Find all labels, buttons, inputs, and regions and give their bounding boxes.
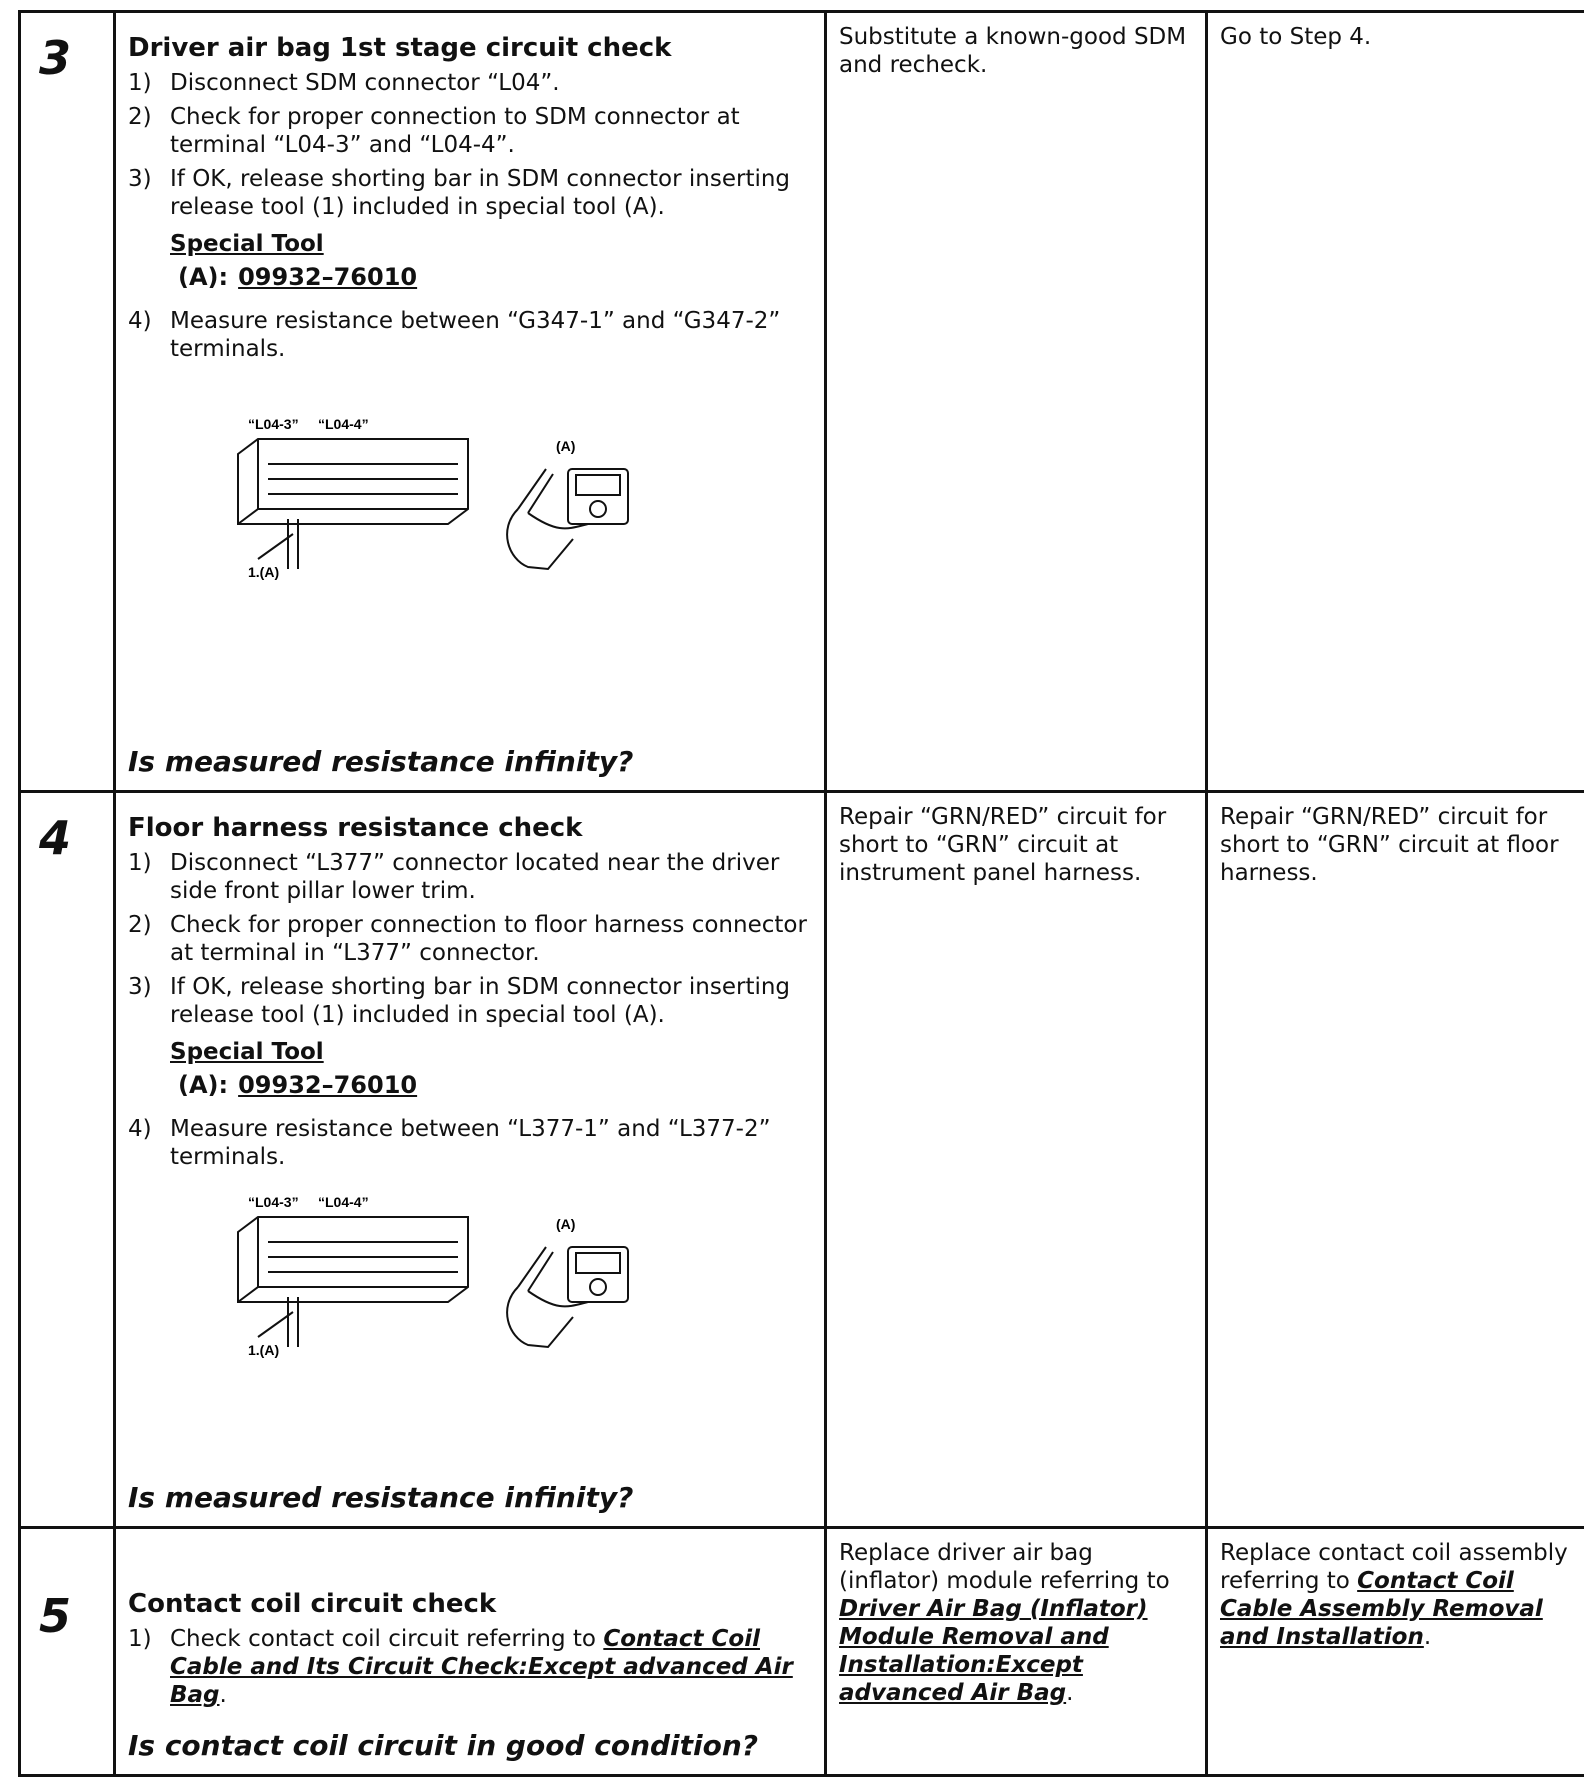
list-item bbox=[128, 973, 812, 1029]
item-suffix: . bbox=[220, 1682, 227, 1708]
list-item bbox=[128, 307, 812, 363]
step-title: Contact coil circuit check bbox=[128, 1589, 812, 1619]
item-text: Check for proper connection to floor harness connector at terminal in “L377” connector. bbox=[170, 912, 807, 966]
item-number: 3) bbox=[128, 973, 152, 1001]
step-row bbox=[20, 12, 1584, 792]
figure-label-a: (A) bbox=[556, 438, 575, 454]
list-item bbox=[128, 1625, 812, 1709]
yes-suffix: . bbox=[1066, 1680, 1073, 1706]
figure-label-tool: 1.(A) bbox=[248, 1342, 279, 1358]
yes-cell bbox=[826, 792, 1207, 1528]
step-number: 5 bbox=[21, 1529, 113, 1643]
item-text: Disconnect “L377” connector located near the driver side front pillar lower trim. bbox=[170, 850, 779, 904]
step-row bbox=[20, 792, 1584, 1528]
no-suffix: . bbox=[1424, 1624, 1431, 1650]
item-text: If OK, release shorting bar in SDM connector inserting release tool (1) included in special tool (A). bbox=[170, 166, 790, 220]
step-number: 4 bbox=[21, 793, 113, 865]
no-cell bbox=[1207, 12, 1584, 792]
driver-air-bag-removal-link[interactable]: Driver Air Bag (Inflator) Module Removal and Installation:Except advanced Air Bag bbox=[839, 1596, 1148, 1706]
step-number: 3 bbox=[21, 13, 113, 85]
special-tool-prefix: (A): bbox=[178, 1071, 228, 1099]
item-number: 3) bbox=[128, 165, 152, 193]
yes-cell bbox=[826, 1528, 1207, 1776]
no-prefix: Replace contact coil assembly referring to bbox=[1220, 1540, 1568, 1594]
step-row bbox=[20, 1528, 1584, 1776]
list-item bbox=[128, 849, 812, 905]
item-text: Check for proper connection to SDM connector at terminal “L04-3” and “L04-4”. bbox=[170, 104, 740, 158]
question-text: Is measured resistance infinity? bbox=[128, 1481, 633, 1514]
item-number: 2) bbox=[128, 103, 152, 131]
figure-label-l04-4: “L04-4” bbox=[318, 416, 369, 432]
figure-label-a: (A) bbox=[556, 1216, 575, 1232]
step-title: Floor harness resistance check bbox=[128, 813, 812, 843]
action-cell bbox=[115, 1528, 826, 1776]
item-number: 4) bbox=[128, 1115, 152, 1143]
multimeter-drawing bbox=[507, 1247, 628, 1347]
yes-text: Repair “GRN/RED” circuit for short to “GRN” circuit at instrument panel harness. bbox=[827, 793, 1205, 897]
step-title: Driver air bag 1st stage circuit check bbox=[128, 33, 812, 63]
figure-label-l04-4: “L04-4” bbox=[318, 1194, 369, 1210]
procedure-list-cont bbox=[128, 1115, 812, 1171]
procedure-list-cont bbox=[128, 307, 812, 363]
connector-meter-figure bbox=[228, 409, 698, 609]
procedure-list bbox=[128, 1625, 812, 1709]
action-cell bbox=[115, 12, 826, 792]
special-tool-label: Special Tool bbox=[170, 231, 812, 257]
item-number: 1) bbox=[128, 849, 152, 877]
item-text: If OK, release shorting bar in SDM connector inserting release tool (1) included in special tool (A). bbox=[170, 974, 790, 1028]
special-tool-prefix: (A): bbox=[178, 263, 228, 291]
item-number: 4) bbox=[128, 307, 152, 335]
figure-label-l04-3: “L04-3” bbox=[248, 1194, 299, 1210]
multimeter-drawing bbox=[507, 469, 628, 569]
list-item bbox=[128, 911, 812, 967]
no-text: Repair “GRN/RED” circuit for short to “GRN” circuit at floor harness. bbox=[1208, 793, 1584, 897]
procedure-list bbox=[128, 849, 812, 1029]
step-number-cell bbox=[20, 792, 115, 1528]
list-item bbox=[128, 1115, 812, 1171]
connector-drawing bbox=[238, 439, 468, 569]
special-tool-number: 09932–76010 bbox=[238, 263, 417, 291]
procedure-list bbox=[128, 69, 812, 221]
list-item bbox=[128, 69, 812, 97]
no-text: Go to Step 4. bbox=[1208, 13, 1584, 61]
special-tool-number: 09932–76010 bbox=[238, 1071, 417, 1099]
item-text: Disconnect SDM connector “L04”. bbox=[170, 70, 560, 96]
troubleshooting-table bbox=[18, 10, 1584, 1777]
question-text: Is contact coil circuit in good condition? bbox=[128, 1729, 758, 1762]
yes-text bbox=[827, 1529, 1205, 1717]
question-text: Is measured resistance infinity? bbox=[128, 745, 633, 778]
special-tool-label: Special Tool bbox=[170, 1039, 812, 1065]
no-cell bbox=[1207, 792, 1584, 1528]
item-number: 2) bbox=[128, 911, 152, 939]
item-text: Check contact coil circuit referring to bbox=[170, 1626, 596, 1652]
figure-label-l04-3: “L04-3” bbox=[248, 416, 299, 432]
contact-coil-removal-link[interactable]: Contact Coil Cable Assembly Removal and Installation bbox=[1220, 1568, 1543, 1650]
yes-cell bbox=[826, 12, 1207, 792]
no-text bbox=[1208, 1529, 1584, 1661]
list-item bbox=[128, 165, 812, 221]
item-number: 1) bbox=[128, 69, 152, 97]
item-text: Measure resistance between “L377-1” and “L377-2” terminals. bbox=[170, 1116, 771, 1170]
connector-meter-figure bbox=[228, 1187, 698, 1387]
step-number-cell bbox=[20, 1528, 115, 1776]
special-tool-code bbox=[178, 1071, 812, 1099]
list-item bbox=[128, 103, 812, 159]
yes-text: Substitute a known-good SDM and recheck. bbox=[827, 13, 1205, 89]
step-number-cell bbox=[20, 12, 115, 792]
item-number: 1) bbox=[128, 1625, 152, 1653]
connector-drawing bbox=[238, 1217, 468, 1347]
action-cell bbox=[115, 792, 826, 1528]
yes-prefix: Replace driver air bag (inflator) module referring to bbox=[839, 1540, 1170, 1594]
contact-coil-check-link[interactable]: Contact Coil Cable and Its Circuit Check:Except advanced Air Bag bbox=[170, 1626, 793, 1708]
no-cell bbox=[1207, 1528, 1584, 1776]
special-tool-code bbox=[178, 263, 812, 291]
figure-label-tool: 1.(A) bbox=[248, 564, 279, 580]
item-text: Measure resistance between “G347-1” and “G347-2” terminals. bbox=[170, 308, 780, 362]
